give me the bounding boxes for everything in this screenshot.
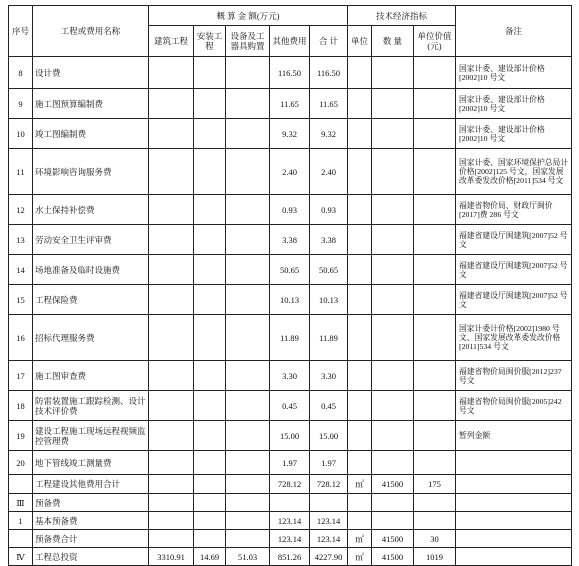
cell-remark: 国家计委、建设部计价格[2002]10 号文 (456, 89, 572, 119)
cell-unit: ㎡ (348, 530, 372, 548)
cell-quantity: 41500 (372, 548, 414, 566)
cell-quantity: 41500 (372, 475, 414, 494)
cell-remark: 福建省物价局、财政厅闽价[2017]费 286 号文 (456, 195, 572, 225)
cell-unit (348, 512, 372, 530)
cell-installation (194, 530, 226, 548)
cost-estimate-table (8, 5, 572, 566)
cell-remark (456, 475, 572, 494)
table-row (9, 149, 572, 195)
cell-other: 10.13 (270, 285, 310, 315)
cell-total: 1.97 (310, 451, 348, 475)
cell-unit (348, 149, 372, 195)
cell-equipment (226, 285, 270, 315)
cell-installation (194, 149, 226, 195)
cell-construction (149, 361, 194, 391)
cell-remark: 国家计委计价格[2002]1980 号文、国家发展改革委发改价格[2011]534 号文 (456, 315, 572, 361)
cell-unit (348, 89, 372, 119)
cell-seq: 14 (9, 255, 33, 285)
cell-unit-value (414, 391, 456, 421)
cell-unit (348, 119, 372, 149)
cell-equipment (226, 119, 270, 149)
cell-equipment (226, 195, 270, 225)
cell-quantity (372, 512, 414, 530)
cell-unit-value (414, 361, 456, 391)
table-row (9, 421, 572, 451)
cell-other: 728.12 (270, 475, 310, 494)
cell-quantity (372, 89, 414, 119)
cell-other: 0.93 (270, 195, 310, 225)
cell-equipment (226, 315, 270, 361)
cell-equipment (226, 391, 270, 421)
cell-total: 4227.90 (310, 548, 348, 566)
cell-total: 0.93 (310, 195, 348, 225)
cell-installation (194, 361, 226, 391)
cell-total: 2.40 (310, 149, 348, 195)
cell-remark: 福建省建设厅闽建筑[2007]52 号文 (456, 225, 572, 255)
cell-unit-value (414, 494, 456, 512)
cell-name: 施工图审查费 (33, 361, 149, 391)
cell-installation (194, 89, 226, 119)
cell-seq: 8 (9, 57, 33, 89)
cell-name: 竣工图编制费 (33, 119, 149, 149)
cell-unit-value (414, 512, 456, 530)
cell-remark: 国家计委、国家环境保护总局计价格[2002]125 号文，国家发展改革委发改价格[2011]534 号文 (456, 149, 572, 195)
cell-equipment (226, 255, 270, 285)
cell-other: 50.65 (270, 255, 310, 285)
cell-seq (9, 530, 33, 548)
cell-quantity (372, 57, 414, 89)
cell-seq: 12 (9, 195, 33, 225)
cell-unit-value (414, 119, 456, 149)
cell-total: 3.30 (310, 361, 348, 391)
cell-unit-value (414, 225, 456, 255)
header-quantity: 数 量 (372, 26, 414, 57)
cell-equipment (226, 57, 270, 89)
cell-name: 招标代理服务费 (33, 315, 149, 361)
cell-other: 2.40 (270, 149, 310, 195)
cell-construction (149, 285, 194, 315)
header-tech-index: 技术经济指标 (348, 6, 456, 26)
cell-other: 0.45 (270, 391, 310, 421)
cell-equipment (226, 530, 270, 548)
cell-name: 环境影响咨询服务费 (33, 149, 149, 195)
cell-installation (194, 57, 226, 89)
cell-name: 预备费 (33, 494, 149, 512)
cell-name: 水土保持补偿费 (33, 195, 149, 225)
cell-seq: 11 (9, 149, 33, 195)
cell-quantity (372, 391, 414, 421)
cell-name: 建设工程施工现场远程视频监控管理费 (33, 421, 149, 451)
cell-construction (149, 494, 194, 512)
cell-installation (194, 494, 226, 512)
table-row (9, 475, 572, 494)
cell-total: 123.14 (310, 530, 348, 548)
cell-unit (348, 421, 372, 451)
cell-other (270, 494, 310, 512)
cell-unit (348, 391, 372, 421)
cell-remark: 福建省物价局闽价服[2012]237 号文 (456, 361, 572, 391)
cell-construction (149, 530, 194, 548)
cell-quantity (372, 315, 414, 361)
cell-installation (194, 475, 226, 494)
cell-seq: 17 (9, 361, 33, 391)
cell-installation (194, 512, 226, 530)
cell-quantity (372, 149, 414, 195)
cell-seq: 19 (9, 421, 33, 451)
cell-name: 场地准备及临时设施费 (33, 255, 149, 285)
cell-name: 设计费 (33, 57, 149, 89)
cell-construction (149, 475, 194, 494)
cell-construction (149, 225, 194, 255)
cell-name: 劳动安全卫生评审费 (33, 225, 149, 255)
header-row-top (9, 6, 572, 26)
cell-construction (149, 57, 194, 89)
cell-construction (149, 512, 194, 530)
cell-other: 851.26 (270, 548, 310, 566)
cell-name: 防雷装置施工跟踪检测、设计技术评价费 (33, 391, 149, 421)
cell-remark: 国家计委、建设部计价格[2002]10 号文 (456, 119, 572, 149)
cell-other: 15.00 (270, 421, 310, 451)
header-equipment: 设备及工器具购置 (226, 26, 270, 57)
cell-remark (456, 512, 572, 530)
cell-other: 9.32 (270, 119, 310, 149)
cell-seq: 1 (9, 512, 33, 530)
cell-seq: 9 (9, 89, 33, 119)
header-estimate: 概 算 金 额(万元) (149, 6, 348, 26)
cell-remark (456, 451, 572, 475)
cell-unit (348, 255, 372, 285)
cell-construction (149, 451, 194, 475)
cell-seq: Ⅲ (9, 494, 33, 512)
cell-seq (9, 475, 33, 494)
cell-installation (194, 451, 226, 475)
table-row (9, 451, 572, 475)
cell-equipment (226, 421, 270, 451)
table-row (9, 195, 572, 225)
cell-construction: 3310.91 (149, 548, 194, 566)
cell-remark (456, 530, 572, 548)
cell-construction (149, 119, 194, 149)
cell-unit (348, 494, 372, 512)
cell-remark (456, 494, 572, 512)
table-row (9, 512, 572, 530)
cell-name: 工程建设其他费用合计 (33, 475, 149, 494)
cell-other: 1.97 (270, 451, 310, 475)
table-row (9, 57, 572, 89)
table-row (9, 225, 572, 255)
cell-seq: Ⅳ (9, 548, 33, 566)
cell-installation (194, 285, 226, 315)
cell-construction (149, 195, 194, 225)
cell-total: 116.50 (310, 57, 348, 89)
cell-other: 3.38 (270, 225, 310, 255)
cell-name: 基本预备费 (33, 512, 149, 530)
cell-unit-value (414, 255, 456, 285)
cell-seq: 18 (9, 391, 33, 421)
cell-equipment (226, 475, 270, 494)
cell-unit-value (414, 421, 456, 451)
cell-total: 50.65 (310, 255, 348, 285)
cell-unit-value (414, 57, 456, 89)
cell-unit (348, 315, 372, 361)
cost-table-container (8, 5, 571, 566)
header-name: 工程或费用名称 (33, 6, 149, 57)
cell-unit (348, 195, 372, 225)
cell-name: 施工图预算编制费 (33, 89, 149, 119)
cell-other: 116.50 (270, 57, 310, 89)
cell-seq: 10 (9, 119, 33, 149)
table-row (9, 494, 572, 512)
header-unit-value: 单位价值(元) (414, 26, 456, 57)
table-row (9, 315, 572, 361)
header-total: 合 计 (310, 26, 348, 57)
cell-quantity (372, 451, 414, 475)
cell-equipment (226, 512, 270, 530)
cell-quantity (372, 494, 414, 512)
cell-unit (348, 285, 372, 315)
cell-name: 工程保险费 (33, 285, 149, 315)
cell-quantity (372, 255, 414, 285)
header-construction: 建筑工程 (149, 26, 194, 57)
cell-unit-value (414, 149, 456, 195)
cell-other: 11.65 (270, 89, 310, 119)
cell-other: 123.14 (270, 530, 310, 548)
cell-construction (149, 421, 194, 451)
cell-name: 工程总投资 (33, 548, 149, 566)
cell-remark: 暂列金额 (456, 421, 572, 451)
cell-installation (194, 195, 226, 225)
cell-total: 0.45 (310, 391, 348, 421)
cell-construction (149, 315, 194, 361)
table-row (9, 548, 572, 566)
cell-equipment: 51.03 (226, 548, 270, 566)
cell-total: 15.00 (310, 421, 348, 451)
cell-seq: 15 (9, 285, 33, 315)
cell-total: 9.32 (310, 119, 348, 149)
cell-unit-value (414, 315, 456, 361)
cell-equipment (226, 361, 270, 391)
header-seq: 序号 (9, 6, 33, 57)
cell-quantity: 41500 (372, 530, 414, 548)
cell-installation (194, 315, 226, 361)
table-row (9, 89, 572, 119)
cell-total: 728.12 (310, 475, 348, 494)
cell-installation (194, 421, 226, 451)
table-row (9, 391, 572, 421)
cell-unit (348, 57, 372, 89)
cell-quantity (372, 225, 414, 255)
cell-construction (149, 89, 194, 119)
cell-remark: 福建省建设厅闽建筑[2007]52 号文 (456, 255, 572, 285)
cell-total: 11.65 (310, 89, 348, 119)
header-installation: 安装工程 (194, 26, 226, 57)
cell-equipment (226, 494, 270, 512)
cell-quantity (372, 361, 414, 391)
cell-total: 10.13 (310, 285, 348, 315)
cell-total: 3.38 (310, 225, 348, 255)
cell-unit (348, 225, 372, 255)
cell-other: 123.14 (270, 512, 310, 530)
cell-equipment (226, 89, 270, 119)
cell-other: 11.89 (270, 315, 310, 361)
table-row (9, 285, 572, 315)
cell-equipment (226, 451, 270, 475)
cell-unit-value (414, 89, 456, 119)
table-row (9, 255, 572, 285)
header-unit: 单位 (348, 26, 372, 57)
cell-total: 11.89 (310, 315, 348, 361)
header-other: 其他费用 (270, 26, 310, 57)
cell-remark: 福建省物价局闽价服[2005]242 号文 (456, 391, 572, 421)
cell-total: 123.14 (310, 512, 348, 530)
cell-quantity (372, 119, 414, 149)
cell-other: 3.30 (270, 361, 310, 391)
cell-unit-value: 175 (414, 475, 456, 494)
header-remark: 备注 (456, 6, 572, 57)
table-row (9, 361, 572, 391)
cell-quantity (372, 195, 414, 225)
cell-construction (149, 149, 194, 195)
cell-unit-value: 1019 (414, 548, 456, 566)
cell-remark (456, 548, 572, 566)
cell-quantity (372, 285, 414, 315)
table-row (9, 119, 572, 149)
table-body (9, 57, 572, 566)
cell-total (310, 494, 348, 512)
cell-remark: 国家计委、建设部计价格[2002]10 号文 (456, 57, 572, 89)
cell-quantity (372, 421, 414, 451)
cell-unit (348, 361, 372, 391)
cell-installation (194, 225, 226, 255)
cell-equipment (226, 225, 270, 255)
cell-construction (149, 391, 194, 421)
cell-installation (194, 391, 226, 421)
cell-unit: ㎡ (348, 548, 372, 566)
cell-installation: 14.69 (194, 548, 226, 566)
cell-unit-value (414, 195, 456, 225)
cell-unit-value (414, 451, 456, 475)
cell-unit: ㎡ (348, 475, 372, 494)
cell-unit-value: 30 (414, 530, 456, 548)
cell-seq: 16 (9, 315, 33, 361)
cell-seq: 13 (9, 225, 33, 255)
cell-unit (348, 451, 372, 475)
cell-equipment (226, 149, 270, 195)
cell-installation (194, 119, 226, 149)
cell-name: 地下管线竣工测量费 (33, 451, 149, 475)
cell-construction (149, 255, 194, 285)
cell-seq: 20 (9, 451, 33, 475)
cell-name: 预备费合计 (33, 530, 149, 548)
table-row (9, 530, 572, 548)
cell-unit-value (414, 285, 456, 315)
cell-remark: 福建省建设厅闽建筑[2007]52 号文 (456, 285, 572, 315)
cell-installation (194, 255, 226, 285)
